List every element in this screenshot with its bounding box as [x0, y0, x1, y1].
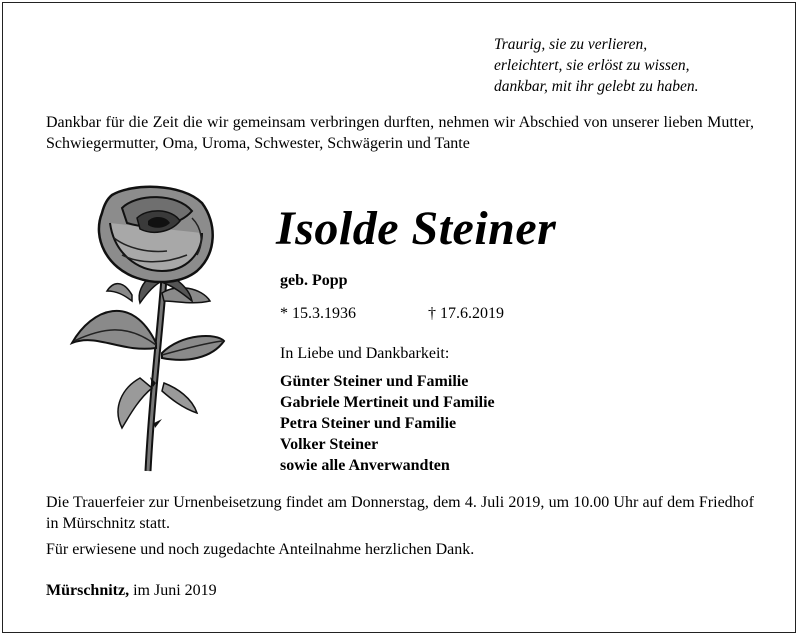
mourner-line: Günter Steiner und Familie	[280, 373, 469, 390]
mourner-line: Volker Steiner	[280, 436, 379, 453]
quote-line: erleichtert, sie erlöst zu wissen,	[494, 57, 690, 74]
mourners-list	[280, 371, 495, 476]
quote-block	[494, 34, 699, 97]
place-name: Mürschnitz,	[46, 582, 130, 599]
birth-date: * 15.3.1936	[280, 305, 356, 322]
ceremony-text: Die Trauerfeier zur Urnenbeisetzung findet am Donnerstag, dem 4. Juli 2019, um 10.00 Uhr auf dem Friedhof in Mürschnitz statt.	[46, 494, 754, 532]
in-love-line: In Liebe und Dankbarkeit:	[280, 345, 450, 362]
intro-text: Dankbar für die Zeit die wir gemeinsam verbringen durften, nehmen wir Abschied von unserer lieben Mutter, Schwiegermutter, Oma, Uroma, Schwester, Schwägerin und Tante	[46, 114, 754, 152]
quote-line: dankbar, mit ihr gelebt zu haben.	[494, 78, 699, 95]
mourner-line: Petra Steiner und Familie	[280, 415, 457, 432]
deceased-name: Isolde Steiner	[276, 202, 557, 255]
birth-name: geb. Popp	[280, 272, 348, 289]
mourner-line: Gabriele Mertineit und Familie	[280, 394, 495, 411]
death-date: † 17.6.2019	[428, 305, 504, 322]
mourner-line: sowie alle Anverwandten	[280, 457, 450, 474]
notice-date: im Juni 2019	[133, 582, 217, 599]
thanks-text: Für erwiesene und noch zugedachte Anteilnahme herzlichen Dank.	[46, 541, 475, 558]
place-date-line	[46, 582, 217, 600]
rose-icon	[52, 183, 242, 473]
quote-line: Traurig, sie zu verlieren,	[494, 36, 648, 53]
